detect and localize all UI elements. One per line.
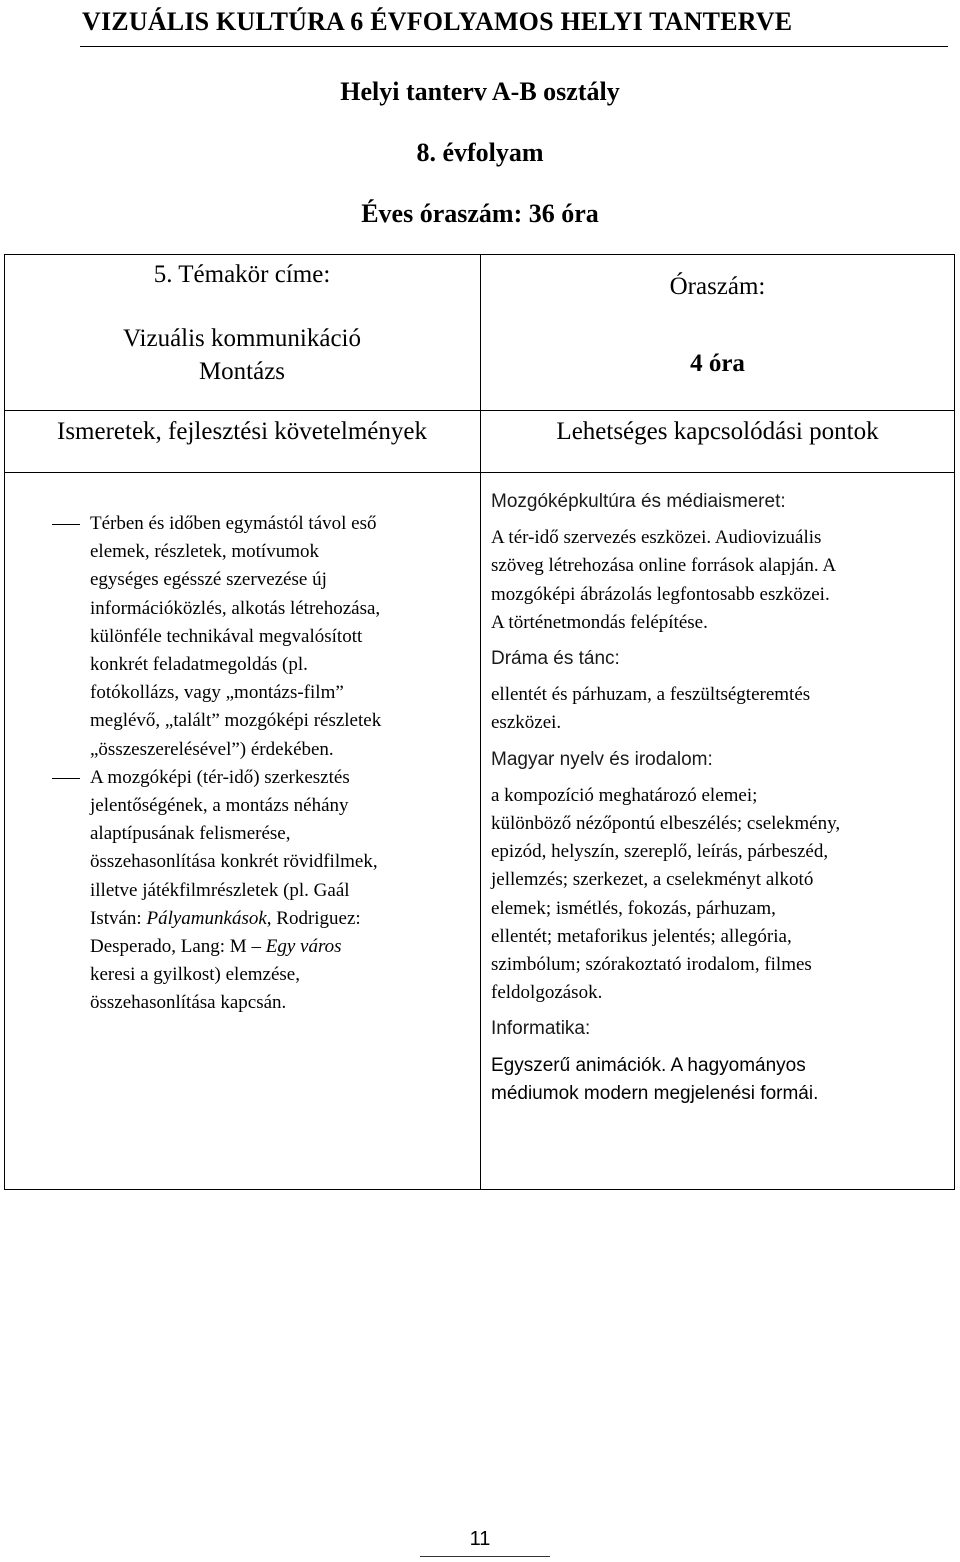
list-item-line: „összeszerelésével”) érdekében. bbox=[90, 738, 334, 760]
section-text: szimbólum; szórakoztató irodalom, filmes bbox=[491, 954, 812, 976]
table-row-divider bbox=[4, 472, 955, 473]
grade-heading: 8. évfolyam bbox=[416, 138, 544, 167]
section-text: Egyszerű animációk. A hagyományos bbox=[491, 1054, 806, 1076]
list-item-line: Térben és időben egymástól távol eső bbox=[90, 513, 377, 534]
list-item bbox=[0, 510, 470, 764]
section-label: Dráma és tánc: bbox=[491, 648, 620, 670]
right-column-header: Lehetséges kapcsolódási pontok bbox=[556, 418, 879, 445]
footer-rule bbox=[420, 1556, 550, 1557]
annual-hours-heading: Éves óraszám: 36 óra bbox=[361, 199, 599, 228]
section-text: jellemzés; szerkezet, a cselekményt alkotó bbox=[491, 869, 814, 891]
topic-label: 5. Témakör címe: bbox=[153, 261, 331, 288]
topic-name: Vizuális kommunikáció bbox=[122, 325, 362, 352]
list-item-line: különféle technikával megvalósított bbox=[90, 625, 363, 647]
section-text: feldolgozások. bbox=[491, 982, 603, 1004]
list-item-line: jelentőségének, a montázs néhány bbox=[90, 795, 349, 817]
text-run: István: bbox=[90, 907, 147, 929]
section-text: szöveg létrehozása online források alapján. A bbox=[491, 555, 837, 577]
section-text: eszközei. bbox=[491, 712, 562, 734]
section-label: Informatika: bbox=[491, 1018, 591, 1040]
topic-title-cell bbox=[4, 258, 480, 388]
table-column-divider bbox=[480, 254, 481, 1190]
list-item-line bbox=[90, 933, 470, 961]
document-header-title: VIZUÁLIS KULTÚRA 6 ÉVFOLYAMOS HELYI TANTERVE bbox=[82, 7, 793, 36]
section-text: A történetmondás felépítése. bbox=[491, 611, 708, 633]
section-text: különböző nézőpontú elbeszélés; cselekmény, bbox=[491, 813, 841, 835]
connections-list bbox=[491, 484, 951, 1108]
page-number: 11 bbox=[469, 1528, 491, 1550]
section-text: epizód, helyszín, szereplő, leírás, párbeszéd, bbox=[491, 841, 829, 863]
list-item-line: összehasonlítása kapcsán. bbox=[90, 992, 287, 1014]
list-item-line: keresi a gyilkost) elemzése, bbox=[90, 964, 300, 986]
list-item bbox=[0, 764, 470, 1018]
hours-value: 4 óra bbox=[690, 350, 745, 377]
section-text: ellentét; metaforikus jelentés; allegória, bbox=[491, 925, 792, 947]
table-row-divider bbox=[4, 410, 955, 411]
list-item-line: elemek, részletek, motívumok bbox=[90, 541, 319, 563]
list-item-line: A mozgóképi (tér-idő) szerkesztés bbox=[90, 766, 350, 788]
text-run: , Rodriguez: bbox=[266, 907, 361, 929]
section-text: ellentét és párhuzam, a feszültségteremtés bbox=[491, 684, 811, 706]
film-title: Pályamunkások bbox=[146, 907, 267, 929]
section-label: Mozgóképkultúra és médiaismeret: bbox=[491, 491, 786, 512]
list-item-line: meglévő, „talált” mozgóképi részletek bbox=[90, 710, 382, 732]
list-item-line bbox=[90, 905, 470, 933]
list-item-line: alaptípusának felismerése, bbox=[90, 823, 291, 845]
list-item-line: összehasonlítása konkrét rövidfilmek, bbox=[90, 851, 378, 873]
section-text: elemek; ismétlés, fokozás, párhuzam, bbox=[491, 897, 776, 919]
dash-bullet bbox=[52, 524, 80, 525]
list-item-line: konkrét feladatmegoldás (pl. bbox=[90, 654, 308, 676]
dash-bullet bbox=[52, 778, 80, 779]
header-rule bbox=[80, 46, 948, 47]
list-item-line: illetve játékfilmrészletek (pl. Gaál bbox=[90, 879, 350, 901]
section-label: Magyar nyelv és irodalom: bbox=[491, 748, 713, 770]
topic-subname: Montázs bbox=[198, 358, 286, 385]
section-text: a kompozíció meghatározó elemei; bbox=[491, 784, 758, 806]
requirements-list bbox=[40, 510, 470, 1018]
section-text: mozgóképi ábrázolás legfontosabb eszközei. bbox=[491, 583, 830, 605]
curriculum-heading: Helyi tanterv A-B osztály bbox=[340, 77, 620, 106]
section-text: médiumok modern megjelenési formái. bbox=[491, 1082, 819, 1104]
left-column-header: Ismeretek, fejlesztési követelmények bbox=[57, 418, 427, 445]
hours-cell bbox=[480, 270, 955, 380]
hours-label: Óraszám: bbox=[669, 273, 766, 300]
film-title: Egy város bbox=[265, 936, 342, 958]
section-text: A tér-idő szervezés eszközei. Audiovizuális bbox=[491, 527, 822, 549]
list-item-line: fotókollázs, vagy „montázs-film” bbox=[90, 682, 344, 704]
list-item-line: információközlés, alkotás létrehozása, bbox=[90, 597, 381, 619]
list-item-line: egységes egésszé szervezése új bbox=[90, 569, 327, 591]
text-run: Desperado, Lang: M – bbox=[90, 936, 266, 958]
